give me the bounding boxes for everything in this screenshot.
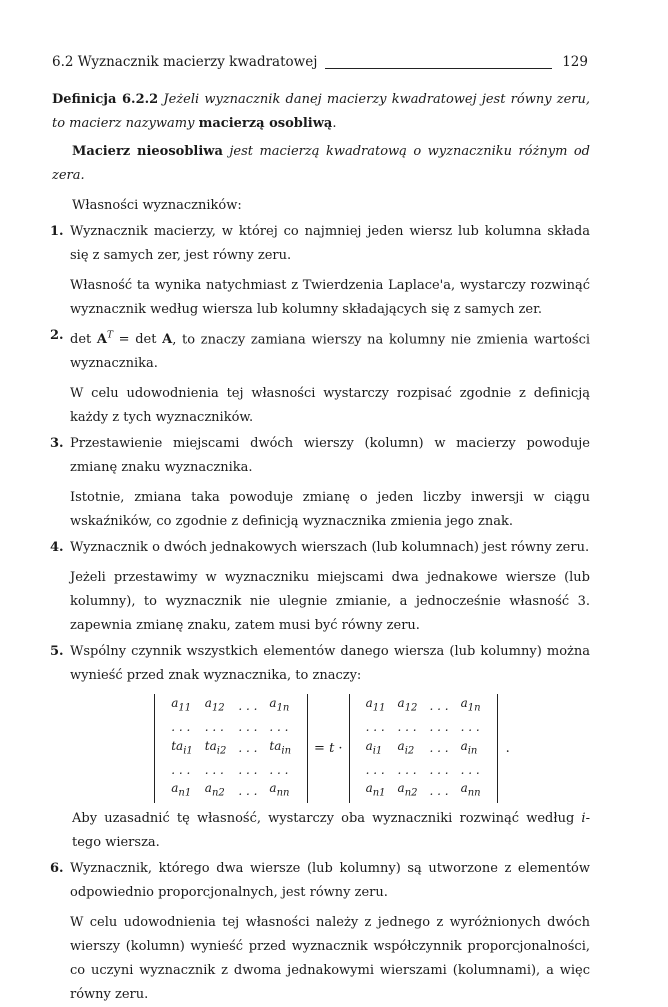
list-item: 4. Wyznacznik o dwóch jednakowych wierszach (lub kolumnach) jest równy zeru. Jeżeli przestawimy w wyznaczniku miejscami dwa jednakowe wiersze (lub kolumny), to wyznacznik nie ulegnie zmianie, a jednocześnie własność 3. zapewnia zmianę znaku, zatem musi być równy zeru. [50,540,590,634]
equals-t: = t · [314,740,343,756]
page-number: 129 [562,54,588,70]
section-title: 6.2 Wyznacznik macierzy kwadratowej [52,54,318,70]
list-item: 3. Przestawienie miejscami dwóch wierszy (kolumn) w macierzy powoduje zmianę znaku wyznacznika. Istotnie, zmiana taka powoduje zmianę o jeden liczby inwersji w ciągu wskaźników, co zgodnie z definicją wyznacznika zmienia jego znak. [50,436,590,530]
definition-term-1: macierzą osobliwą [198,116,333,131]
list-item: 1. Wyznacznik macierzy, w której co najmniej jeden wiersz lub kolumna składa się z samych zer, jest równy zeru. Własność ta wynika natychmiast z Twierdzenia Laplace'a, wystarczy rozwinąć wyznacznik według wiersza lub kolumny składających się z samych zer. [50,224,590,317]
definition [52,88,590,136]
list-item: 5. Wspólny czynnik wszystkich elementów danego wiersza (lub kolumny) można wynieść przed znak wyznacznika, to znaczy: [50,644,590,684]
properties-intro: Własności wyznaczników: [72,198,242,213]
page [52,52,590,1007]
definition-2 [52,140,590,188]
item-5-note: Aby uzasadnić tę własność, wystarczy oba wyznaczniki rozwinąć według i-tego wiersza. [72,811,590,850]
running-header [52,52,590,74]
list-item: 6. Wyznacznik, którego dwa wiersze (lub kolumny) są utworzone z elementów odpowiednio proporcjonalnych, jest równy zeru. W celu udowodnienia tej własności należy z jednego z wyróżnionych dwóch wierszy (kolumn) wynieść przed wyznacznik współczynnik proporcjonalności, co uczyni wyznacznik z dwoma jednakowymi wierszami (kolumnami), a więc równy zeru. [50,861,590,1002]
definition-text-2: jest macierzą kwadratową o wyznaczniku różnym od zera. [52,144,590,183]
definition-dot: . [332,116,337,131]
determinant-left: $a_{11}$ $a_{12}$ . . . $a_{1n}$ . . . . . . . . . . . . $ta_{i1}$ $ta_{i2}$ . . . $ta_{in}$ . . . . . . . . . . . . $a_{n1}$ $a_{n2}$ . . . $a_{nn}$ [154,694,308,803]
list-item: 2. $\det A^T = \det A$, to znaczy zamiana wierszy na kolumny nie zmienia wartości wyznacznika. W celu udowodnienia tej własności wystarczy rozpisać zgodnie z definicją każdy z tych wyznaczników. [50,328,591,426]
det-transpose-formula: $\det A^T = \det A$ [70,331,173,348]
determinant-right: $a_{11}$ $a_{12}$ . . . $a_{1n}$ . . . . . . . . . . . . $a_{i1}$ $a_{i2}$ . . . $a_{in}$ . . . . . . . . . . . . $a_{n1}$ $a_{n2}$ . . . $a_{nn}$ [349,694,498,803]
definition-label: Definicja 6.2.2 [52,92,159,107]
determinant-equation: $a_{11}$ $a_{12}$ . . . $a_{1n}$ . . . . . . . . . . . . $ta_{i1}$ $ta_{i2}$ . . . $ta_{in}$ . . . . . . . . . . . . $a_{n1}$ $a_{n2}$ . . . $a_{nn}$ = t · $a_{11}$ $a_{12}$ . . . $a_{1n}$ . . . . . . . . . . . . $a_{i1}$ $a_{i2}$ . . . $a_{in}$ . . . . . . . . . . . . $a_{n1}$ $a_{n2}$ . . . $a_{nn}$ . [74,694,590,803]
header-rule [325,68,552,69]
definition-term-2: Macierz nieosobliwa [72,144,223,159]
definition-text-1: Jeżeli wyznacznik danej macierzy kwadratowej jest równy zeru, to macierz nazywamy [52,92,590,131]
